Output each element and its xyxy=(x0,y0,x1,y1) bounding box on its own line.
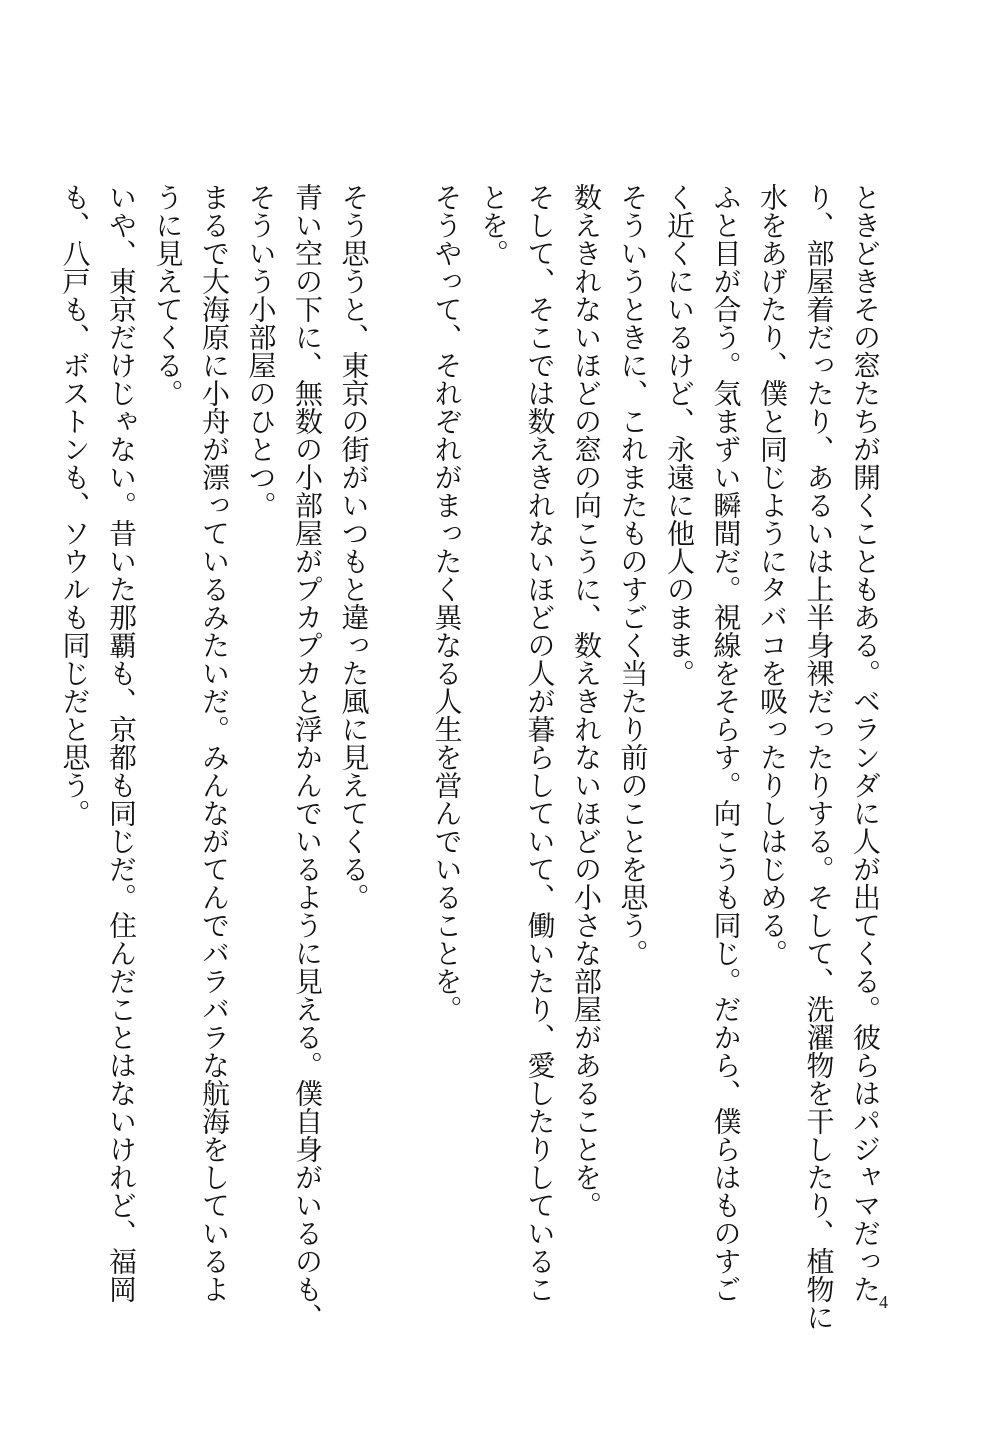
text-line-6: そういうときに、これまたものすごく当たり前のことを思う。 xyxy=(616,183,650,967)
text-line-5: く近くにいるけど、永遠に他人のまま。 xyxy=(663,183,696,687)
text-line-3: 水をあげたり、僕と同じようにタバコを吸ったりしはじめる。 xyxy=(756,183,789,967)
text-line-7: 数えきれないほどの窓の向こうに、数えきれないほどの小さな部屋があることを。 xyxy=(570,183,603,1219)
text-line-15: うに見えてくる。 xyxy=(151,183,185,407)
text-line-10: そうやって、それぞれがまったく異なる人生を営んでいることを。 xyxy=(430,183,464,1023)
text-line-12: 青い空の下に、無数の小部屋がプカプカと浮かんでいるように見える。僕自身がいるのも、 xyxy=(291,183,324,1331)
text-line-16: いや、東京だけじゃない。昔いた那覇も、京都も同じだ。住んだことはないけれど、福岡 xyxy=(105,183,138,1303)
text-line-11: そう思うと、東京の街がいつもと違った風に見えてくる。 xyxy=(337,183,371,911)
text-line-4: ふと目が合う。気まずい瞬間だ。視線をそらす。向こうも同じ。だから、僕らはものすご xyxy=(709,183,743,1303)
text-line-14: まるで大海原に小舟が漂っているみたいだ。みんながてんでバラバラな航海をしているよ xyxy=(198,183,231,1303)
text-line-13: そういう小部屋のひとつ。 xyxy=(244,183,278,519)
text-line-2: り、部屋着だったり、あるいは上半身裸だったりする。そして、洗濯物を干したり、植物に xyxy=(802,183,836,1331)
text-line-1: ときどきその窓たちが開くこともある。ベランダに人が出てくる。彼らはパジャマだった xyxy=(849,183,882,1303)
page-number: 4 xyxy=(879,1292,888,1312)
text-line-17: も、八戸も、ボストンも、ソウルも同じだと思う。 xyxy=(58,183,92,827)
blank-line xyxy=(377,183,424,1243)
text-line-8: そして、そこでは数えきれないほどの人が暮らしていて、働いたり、愛したりしているこ xyxy=(523,183,557,1303)
body-text xyxy=(58,183,888,1331)
text-line-9: とを。 xyxy=(477,183,510,267)
